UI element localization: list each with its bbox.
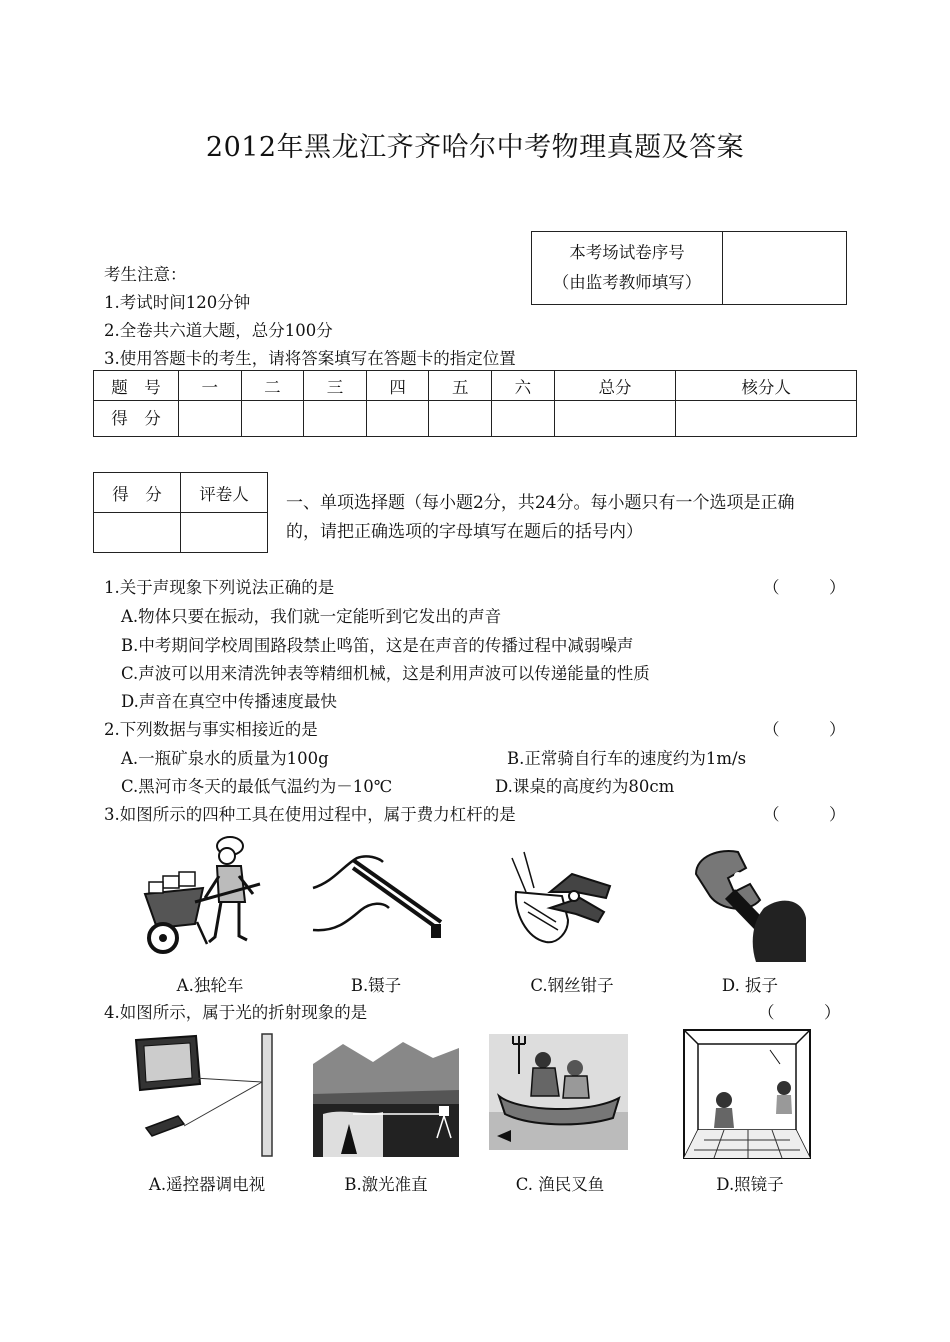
tweezers-figure <box>313 852 453 944</box>
question-2-stem: 2.下列数据与事实相接近的是 <box>104 720 318 739</box>
grader-score-label: 得 分 <box>94 473 181 513</box>
q4-option-a: A.遥控器调电视 <box>148 1175 266 1194</box>
score-cell[interactable] <box>676 401 857 437</box>
score-table-header: 一 <box>179 371 242 401</box>
score-cell[interactable] <box>366 401 429 437</box>
score-table-header: 三 <box>304 371 367 401</box>
notice-item-2: 2.全卷共六道大题，总分100分 <box>104 321 333 340</box>
answer-paren-1[interactable]: （ ） <box>763 578 846 597</box>
remote-tv-figure <box>132 1034 277 1158</box>
score-table-header: 总分 <box>554 371 676 401</box>
serial-line-2: （由监考教师填写） <box>552 273 702 292</box>
page-title: 2012年黑龙江齐齐哈尔中考物理真题及答案 <box>205 132 745 163</box>
score-cell[interactable] <box>492 401 555 437</box>
q2-option-b: B.正常骑自行车的速度约为1m/s <box>507 749 747 768</box>
q4-option-c: C. 渔民叉鱼 <box>515 1175 605 1194</box>
q3-option-b: B.镊子 <box>350 976 402 995</box>
serial-line-1: 本考场试卷序号 <box>569 243 685 262</box>
q3-option-a: A.独轮车 <box>176 976 244 995</box>
q2-option-a: A.一瓶矿泉水的质量为100g <box>121 749 329 768</box>
score-table-row-label: 题 号 <box>94 371 179 401</box>
answer-paren-3[interactable]: （ ） <box>763 805 846 824</box>
notice-heading: 考生注意： <box>104 265 187 284</box>
q4-option-b: B.激光准直 <box>344 1175 428 1194</box>
wire-pliers-figure <box>510 852 615 944</box>
question-1-stem: 1.关于声现象下列说法正确的是 <box>104 578 335 597</box>
grader-score-cell[interactable] <box>94 513 181 553</box>
score-table-header: 四 <box>366 371 429 401</box>
q2-option-c: C.黑河市冬天的最低气温约为－10℃ <box>121 777 393 796</box>
q2-option-d: D.课桌的高度约为80cm <box>495 777 675 796</box>
grader-reviewer-cell[interactable] <box>181 513 268 553</box>
score-cell[interactable] <box>429 401 492 437</box>
score-cell[interactable] <box>179 401 242 437</box>
section-heading-line-2: 的，请把正确选项的字母填写在题后的括号内） <box>286 522 643 542</box>
answer-paren-4[interactable]: （ ） <box>758 1003 841 1022</box>
serial-number-label <box>532 232 723 305</box>
score-table <box>93 370 857 437</box>
serial-number-blank[interactable] <box>723 232 847 305</box>
fisherman-spear-figure <box>489 1034 628 1150</box>
q1-option-b: B.中考期间学校周围路段禁止鸣笛，这是在声音的传播过程中减弱噪声 <box>121 636 634 655</box>
question-4-stem: 4.如图所示，属于光的折射现象的是 <box>104 1003 368 1022</box>
score-cell[interactable] <box>554 401 676 437</box>
score-table-header: 五 <box>429 371 492 401</box>
score-table-header: 二 <box>241 371 304 401</box>
grader-reviewer-label: 评卷人 <box>181 473 268 513</box>
grader-box <box>93 472 268 553</box>
score-cell[interactable] <box>241 401 304 437</box>
section-heading-line-1: 一、单项选择题（每小题2分，共24分。每小题只有一个选项是正确 <box>286 493 795 513</box>
q1-option-d: D.声音在真空中传播速度最快 <box>121 692 337 711</box>
q3-option-d: D. 扳子 <box>721 976 779 995</box>
mirror-figure <box>684 1030 810 1158</box>
score-table-header: 六 <box>492 371 555 401</box>
serial-number-box <box>531 231 847 305</box>
q3-option-c: C.钢丝钳子 <box>530 976 614 995</box>
q1-option-c: C.声波可以用来清洗钟表等精细机械，这是利用声波可以传递能量的性质 <box>121 664 650 683</box>
laser-collimation-figure <box>313 1034 459 1157</box>
notice-item-1: 1.考试时间120分钟 <box>104 293 251 312</box>
question-3-stem: 3.如图所示的四种工具在使用过程中，属于费力杠杆的是 <box>104 805 516 824</box>
wrench-figure <box>690 848 808 962</box>
notice-item-3: 3.使用答题卡的考生，请将答案填写在答题卡的指定位置 <box>104 349 516 368</box>
score-table-row-label: 得 分 <box>94 401 179 437</box>
q4-option-d: D.照镜子 <box>716 1175 784 1194</box>
score-cell[interactable] <box>304 401 367 437</box>
score-table-header: 核分人 <box>676 371 857 401</box>
q1-option-a: A.物体只要在振动，我们就一定能听到它发出的声音 <box>121 607 502 626</box>
wheelbarrow-figure <box>135 832 270 960</box>
answer-paren-2[interactable]: （ ） <box>763 720 846 739</box>
